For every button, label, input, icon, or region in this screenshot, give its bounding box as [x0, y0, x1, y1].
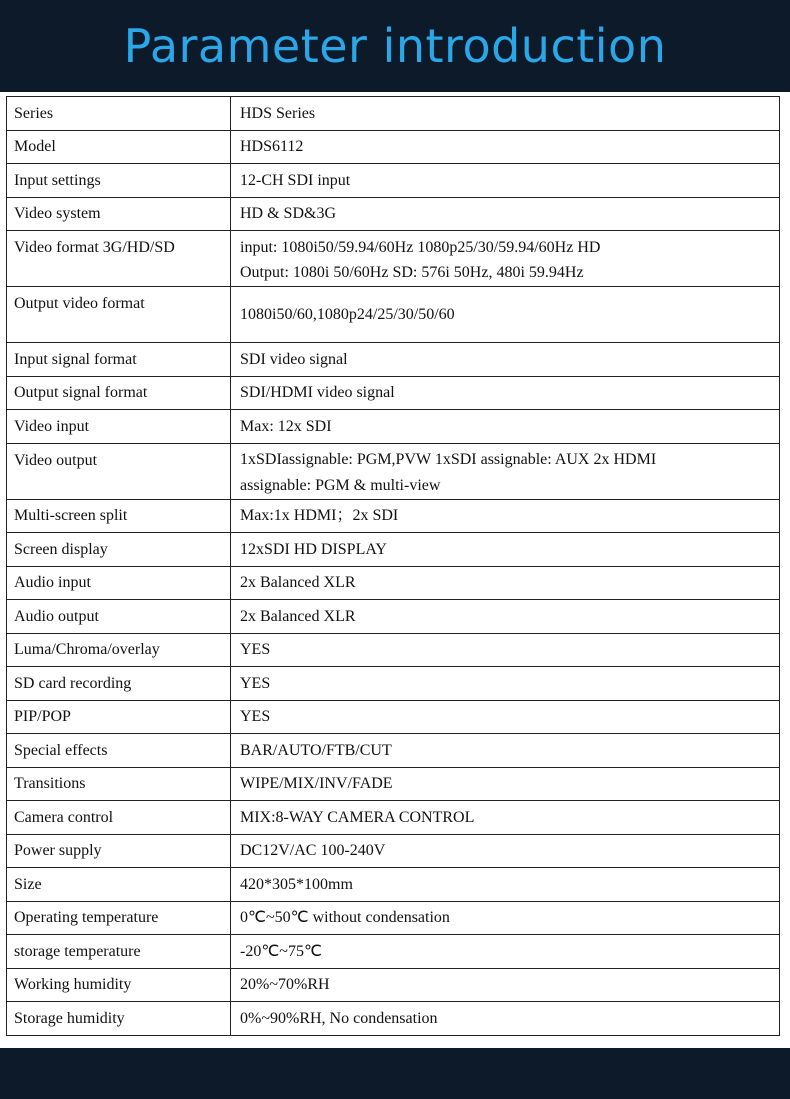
table-row [7, 868, 780, 902]
row-label: Video system [7, 197, 231, 231]
row-value: SDI/HDMI video signal [231, 376, 780, 410]
row-label: Operating temperature [7, 901, 231, 935]
row-label: Storage humidity [7, 1002, 231, 1036]
table-row [7, 376, 780, 410]
table-row [7, 767, 780, 801]
row-value: MIX:8-WAY CAMERA CONTROL [231, 801, 780, 835]
spec-sheet [0, 92, 790, 1048]
table-row [7, 130, 780, 164]
row-label: Video output [7, 443, 231, 499]
page-header [0, 0, 790, 92]
row-value-line: Output: 1080i 50/60Hz SD: 576i 50Hz, 480i 59.94Hz [240, 264, 584, 281]
row-label: Series [7, 97, 231, 131]
table-row [7, 164, 780, 198]
row-value [231, 443, 780, 499]
row-value: DC12V/AC 100-240V [231, 834, 780, 868]
row-label: Multi-screen split [7, 499, 231, 533]
table-row [7, 901, 780, 935]
table-row [7, 287, 780, 343]
table-row [7, 700, 780, 734]
table-row [7, 343, 780, 377]
row-value: HDS Series [231, 97, 780, 131]
row-label: Video format 3G/HD/SD [7, 231, 231, 287]
row-value: Max:1x HDMI；2x SDI [231, 499, 780, 533]
table-row [7, 499, 780, 533]
row-value-line: 1xSDIassignable: PGM,PVW 1xSDI assignable: AUX 2x HDMI [240, 450, 657, 468]
parameter-table [6, 96, 780, 1036]
row-value: 12-CH SDI input [231, 164, 780, 198]
table-row [7, 1002, 780, 1036]
row-label: Input signal format [7, 343, 231, 377]
row-value: HD & SD&3G [231, 197, 780, 231]
row-value: BAR/AUTO/FTB/CUT [231, 734, 780, 768]
row-label: Luma/Chroma/overlay [7, 633, 231, 667]
table-row [7, 443, 780, 499]
row-label: SD card recording [7, 667, 231, 701]
table-row [7, 231, 780, 287]
table-row [7, 968, 780, 1002]
row-value: 1080i50/60,1080p24/25/30/50/60 [231, 287, 780, 343]
row-value: -20℃~75℃ [231, 935, 780, 969]
row-value: 0℃~50℃ without condensation [231, 901, 780, 935]
table-row [7, 633, 780, 667]
row-value: 0%~90%RH, No condensation [231, 1002, 780, 1036]
row-value: Max: 12x SDI [231, 410, 780, 444]
row-label: PIP/POP [7, 700, 231, 734]
table-row [7, 197, 780, 231]
row-label: Transitions [7, 767, 231, 801]
row-value: WIPE/MIX/INV/FADE [231, 767, 780, 801]
table-row [7, 410, 780, 444]
row-label: Special effects [7, 734, 231, 768]
row-value: 20%~70%RH [231, 968, 780, 1002]
row-value: YES [231, 667, 780, 701]
row-value [231, 231, 780, 287]
table-row [7, 935, 780, 969]
row-label: Audio output [7, 600, 231, 634]
row-value: HDS6112 [231, 130, 780, 164]
row-label: Power supply [7, 834, 231, 868]
row-value: YES [231, 633, 780, 667]
row-label: Input settings [7, 164, 231, 198]
row-value: SDI video signal [231, 343, 780, 377]
row-label: Working humidity [7, 968, 231, 1002]
table-row [7, 97, 780, 131]
row-label: Camera control [7, 801, 231, 835]
row-value: 420*305*100mm [231, 868, 780, 902]
page-footer-band [0, 1048, 790, 1099]
row-value: 12xSDI HD DISPLAY [231, 533, 780, 567]
table-row [7, 734, 780, 768]
row-label: Output signal format [7, 376, 231, 410]
table-row [7, 801, 780, 835]
row-label: Size [7, 868, 231, 902]
table-row [7, 600, 780, 634]
row-value-line: assignable: PGM & multi-view [240, 476, 441, 494]
table-row [7, 667, 780, 701]
table-row [7, 566, 780, 600]
row-label: Audio input [7, 566, 231, 600]
table-row [7, 834, 780, 868]
row-label: storage temperature [7, 935, 231, 969]
row-value: YES [231, 700, 780, 734]
row-value-line: input: 1080i50/59.94/60Hz 1080p25/30/59.94/60Hz HD [240, 239, 601, 256]
page-title: Parameter introduction [123, 19, 667, 73]
row-label: Model [7, 130, 231, 164]
row-value: 2x Balanced XLR [231, 566, 780, 600]
row-value: 2x Balanced XLR [231, 600, 780, 634]
row-label: Video input [7, 410, 231, 444]
row-label: Output video format [7, 287, 231, 343]
table-row [7, 533, 780, 567]
row-label: Screen display [7, 533, 231, 567]
